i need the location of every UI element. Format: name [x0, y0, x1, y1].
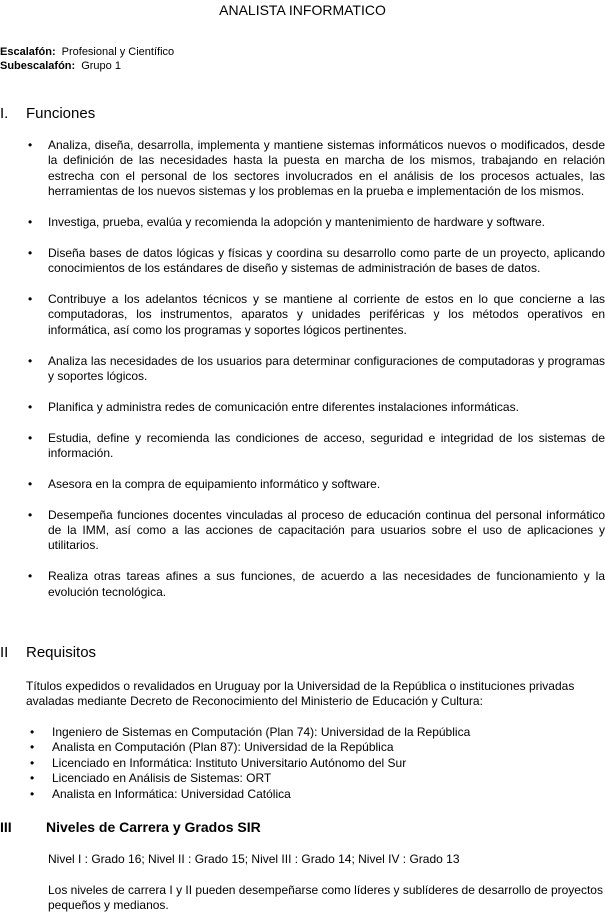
funcion-item: • Planifica y administra redes de comunicación entre diferentes instalaciones informáticas. — [28, 399, 519, 414]
requisitos-intro: Títulos expedidos o revalidados en Uruguay por la Universidad de la República o instituciones privadas avaladas mediante Decreto de Reconocimiento del Ministerio de Educación y Cultura: — [26, 679, 575, 709]
section-niveles-heading — [0, 818, 261, 836]
bullet-icon: • — [30, 786, 35, 801]
bullet-icon: • — [28, 138, 33, 152]
niveles-grados: Nivel I : Grado 16; Nivel II : Grado 15; Nivel III : Grado 14; Nivel IV : Grado 13 — [48, 852, 460, 866]
bullet-icon: • — [28, 215, 33, 230]
section-requisitos-heading — [0, 644, 96, 662]
requisito-item: • Licenciado en Análisis de Sistemas: ORT — [30, 771, 272, 786]
niveles-nota: Los niveles de carrera I y II pueden desempeñarse como líderes y sublíderes de desarrollo de proyectos pequeños y medianos. — [48, 883, 603, 913]
escalafon-row — [0, 46, 174, 59]
funcion-item: • Realiza otras tareas afines a sus funciones, de acuerdo a las necesidades de funcionamiento y la evolución tecnológica. — [28, 569, 605, 599]
subescalafon-value: Grupo 1 — [81, 60, 121, 72]
bullet-icon: • — [28, 399, 33, 414]
bullet-icon: • — [30, 771, 35, 786]
bullet-icon: • — [28, 430, 33, 445]
requisito-item: • Licenciado en Informática: Instituto Universitario Autónomo del Sur — [30, 755, 407, 770]
requisito-item: • Ingeniero de Sistemas en Computación (Plan 74): Universidad de la República — [30, 725, 471, 739]
funcion-item: • Investiga, prueba, evalúa y recomienda la adopción y mantenimiento de hardware y software. — [28, 215, 545, 230]
funcion-item: • Asesora en la compra de equipamiento informático y software. — [28, 476, 381, 491]
subescalafon-row — [0, 60, 121, 73]
section-number: III — [0, 819, 12, 835]
escalafon-value: Profesional y Científico — [61, 46, 175, 58]
requisito-item: • Analista en Computación (Plan 87): Universidad de la República — [30, 740, 394, 755]
bullet-icon: • — [28, 507, 33, 522]
funciones-list — [0, 138, 605, 615]
bullet-icon: • — [28, 353, 33, 368]
funcion-item: • Analiza las necesidades de los usuarios para determinar configuraciones de computadoras y programas y soportes lógicos. — [28, 353, 605, 384]
funcion-item: • Diseña bases de datos lógicas y físicas y coordina su desarrollo como parte de un proyecto, aplicando conocimientos de los estándares de diseño y sistemas de administración de bases de datos. — [28, 245, 605, 276]
subescalafon-label: Subescalafón: — [0, 60, 76, 72]
section-title: Requisitos — [26, 644, 97, 661]
bullet-icon: • — [28, 476, 33, 491]
section-title: Funciones — [26, 105, 96, 122]
section-funciones-heading — [0, 105, 95, 123]
bullet-icon: • — [28, 569, 33, 584]
section-number: II — [0, 644, 9, 661]
funcion-item: • Estudia, define y recomienda las condiciones de acceso, seguridad e integridad de los sistemas de información. — [28, 430, 605, 461]
section-number: I. — [0, 105, 9, 122]
escalafon-label: Escalafón: — [0, 46, 56, 58]
bullet-icon: • — [30, 755, 35, 770]
requisito-item: • Analista en Informática: Universidad Católica — [30, 786, 291, 801]
bullet-icon: • — [28, 245, 33, 260]
funcion-item: • Desempeña funciones docentes vinculadas al proceso de educación continua del personal informático de la IMM, así como a las acciones de capacitación para usuarios sobre el uso de aplicaciones y utilitarios. — [28, 507, 605, 553]
bullet-icon: • — [30, 725, 35, 739]
document-title: ANALISTA INFORMATICO — [219, 2, 386, 18]
bullet-icon: • — [30, 740, 35, 755]
section-title: Niveles de Carrera y Grados SIR — [46, 819, 261, 835]
funcion-item: • Analiza, diseña, desarrolla, implementa y mantiene sistemas informáticos nuevos o modificados, desde la definición de las necesidades hasta la puesta en marcha de los mismos, trabajando en relación estrecha con el personal de los sectores involucrados en el análisis de los procesos actuales, las herramientas de los nuevos sistemas y los problemas en la prueba e implementación de los mismos. — [28, 138, 605, 199]
bullet-icon: • — [28, 292, 33, 307]
requisitos-list — [0, 725, 605, 802]
funcion-item: • Contribuye a los adelantos técnicos y se mantiene al corriente de estos en lo que concierne a las computadoras, los instrumentos, aparatos y unidades periféricas y los métodos operativos en informática, así como los programas y soportes lógicos pertinentes. — [28, 292, 605, 337]
